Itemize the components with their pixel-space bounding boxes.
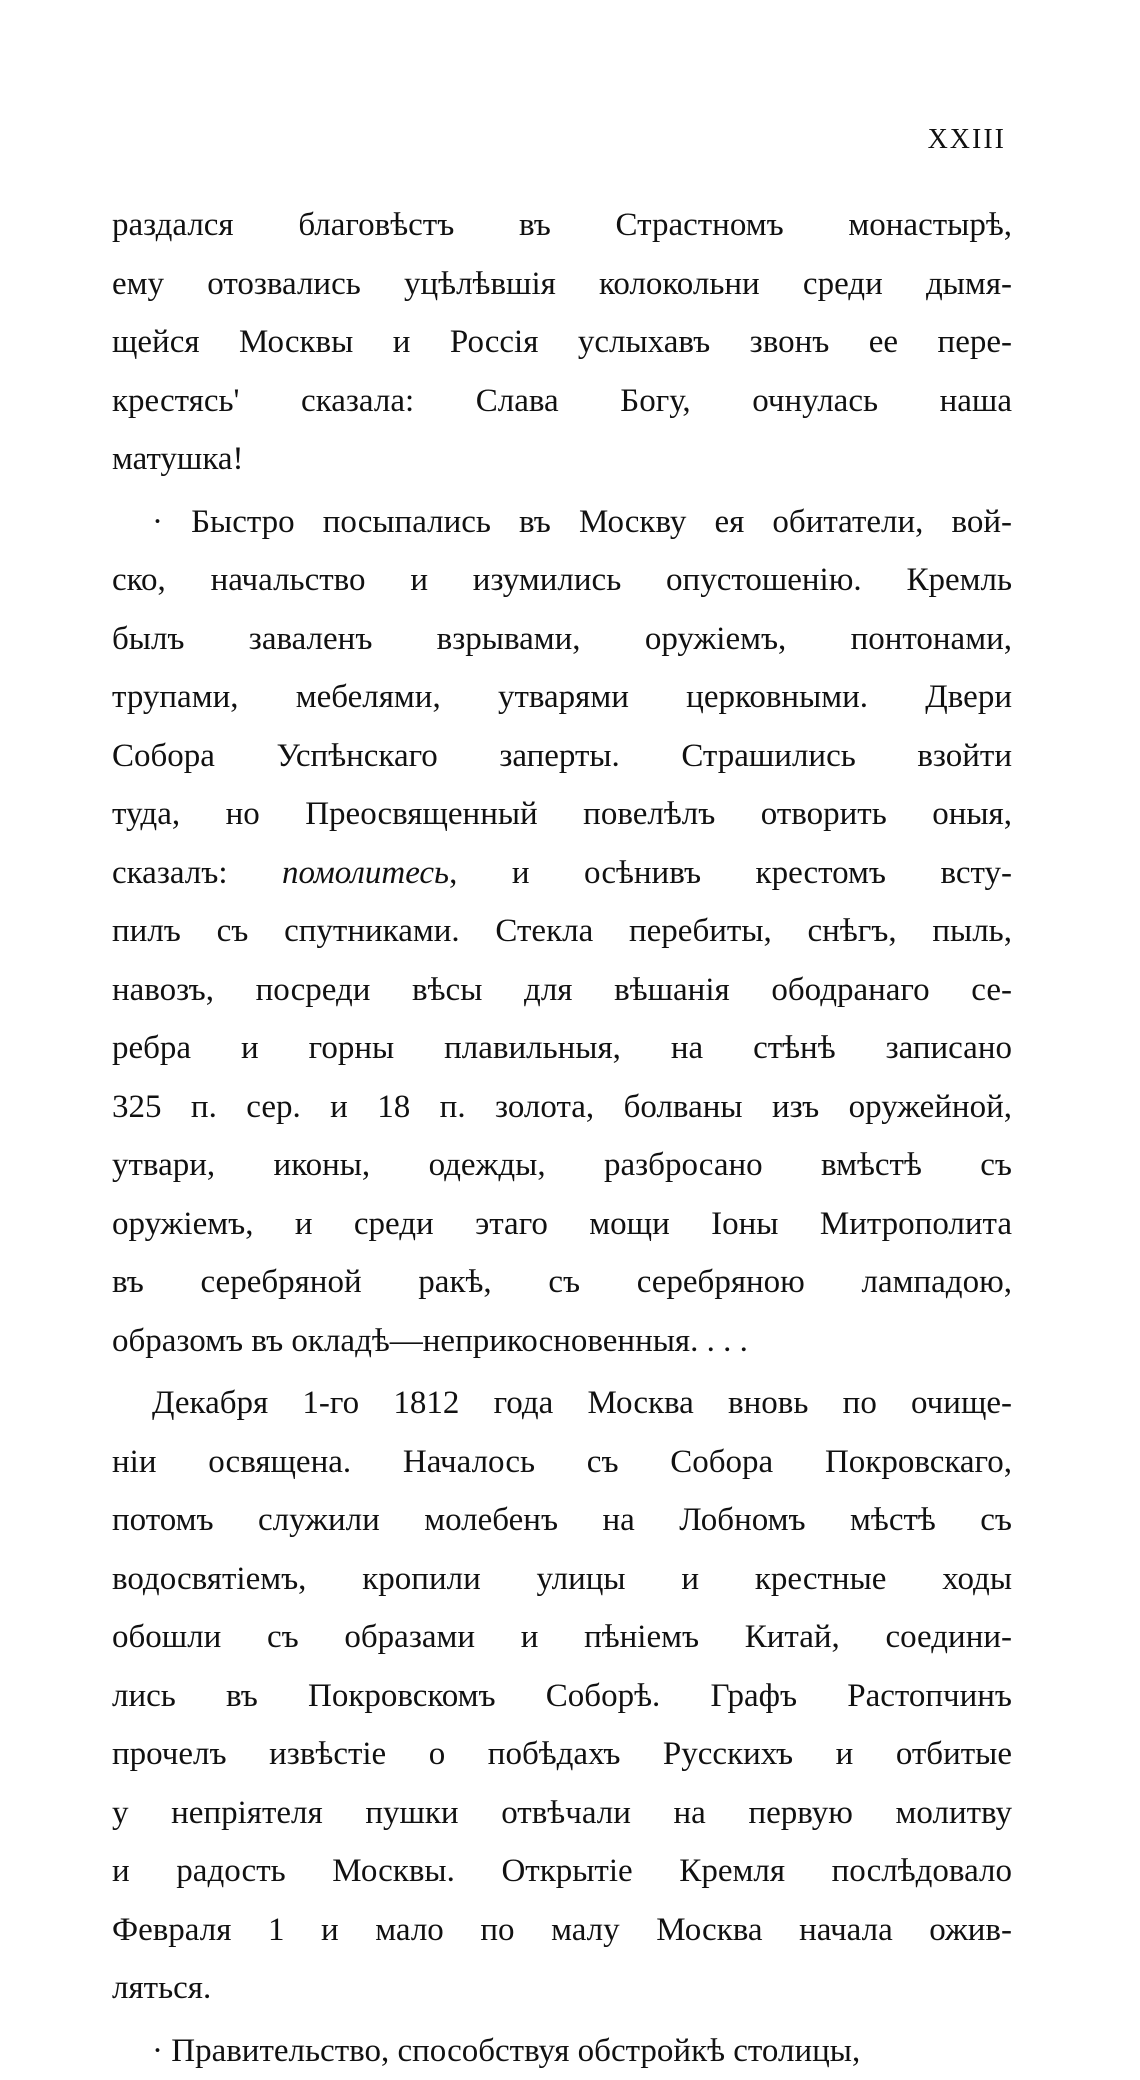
text-line: и радость Москвы. Открытіе Кремля послѣдовало bbox=[112, 1842, 1012, 1901]
text-line: · Правительство, способствуя обстройкѣ столицы, bbox=[112, 2022, 1012, 2080]
text-line: туда, но Преосвященный повелѣлъ отворить оныя, bbox=[112, 785, 1012, 844]
text-line: Декабря 1-го 1812 года Москва вновь по очище- bbox=[112, 1374, 1012, 1433]
paragraph-2 bbox=[112, 493, 1012, 1371]
paragraph-1 bbox=[112, 196, 1012, 489]
text-line: былъ заваленъ взрывами, оружіемъ, понтонами, bbox=[112, 610, 1012, 669]
text-line: образомъ въ окладѣ—неприкосновенныя. . . . bbox=[112, 1312, 1012, 1371]
paragraph-3 bbox=[112, 1374, 1012, 2018]
paragraph-4 bbox=[112, 2022, 1012, 2080]
text-line: матушка! bbox=[112, 430, 1012, 489]
text-line: щейся Москвы и Россія услыхавъ звонъ ее пере- bbox=[112, 313, 1012, 372]
text-line: потомъ служили молебенъ на Лобномъ мѣстѣ съ bbox=[112, 1491, 1012, 1550]
text-line: обошли съ образами и пѣніемъ Китай, соедини- bbox=[112, 1608, 1012, 1667]
text-line: ніи освящена. Началось съ Собора Покровскаго, bbox=[112, 1433, 1012, 1492]
text-line: въ серебряной ракѣ, съ серебряною лампадою, bbox=[112, 1253, 1012, 1312]
text-line: оружіемъ, и среди этаго мощи Іоны Митрополита bbox=[112, 1195, 1012, 1254]
text-line: раздался благовѣстъ въ Страстномъ монастырѣ, bbox=[112, 196, 1012, 255]
text-line: Собора Успѣнскаго заперты. Страшились взойти bbox=[112, 727, 1012, 786]
text-line: трупами, мебелями, утварями церковными. Двери bbox=[112, 668, 1012, 727]
text-line: ему отозвались уцѣлѣвшія колокольни среди дымя- bbox=[112, 255, 1012, 314]
text-line: крестясь' сказала: Слава Богу, очнулась наша bbox=[112, 372, 1012, 431]
text-line: лись въ Покровскомъ Соборѣ. Графъ Растопчинъ bbox=[112, 1667, 1012, 1726]
page-number: XXIII bbox=[928, 124, 1006, 156]
text-line: у непріятеля пушки отвѣчали на первую молитву bbox=[112, 1784, 1012, 1843]
text-line: Февраля 1 и мало по малу Москва начала ожив- bbox=[112, 1901, 1012, 1960]
text-line: ребра и горны плавильныя, на стѣнѣ записано bbox=[112, 1019, 1012, 1078]
text-line: ско, начальство и изумились опустошенію. Кремль bbox=[112, 551, 1012, 610]
text-line: водосвятіемъ, кропили улицы и крестные ходы bbox=[112, 1550, 1012, 1609]
text-line: утвари, иконы, одежды, разбросано вмѣстѣ съ bbox=[112, 1136, 1012, 1195]
text-line: ляться. bbox=[112, 1959, 1012, 2018]
text-line: прочелъ извѣстіе о побѣдахъ Русскихъ и отбитые bbox=[112, 1725, 1012, 1784]
text-line: навозъ, посреди вѣсы для вѣшанія ободранаго се- bbox=[112, 961, 1012, 1020]
text-line: · Быстро посыпались въ Москву ея обитатели, вой- bbox=[112, 493, 1012, 552]
italic-word: помолитесь bbox=[282, 855, 449, 891]
text-line: сказалъ: помолитесь, и осѣнивъ крестомъ всту- bbox=[112, 844, 1012, 903]
body-text bbox=[112, 196, 1012, 2080]
text-line: пилъ съ спутниками. Стекла перебиты, снѣгъ, пыль, bbox=[112, 902, 1012, 961]
text-line: 325 п. сер. и 18 п. золота, болваны изъ оружейной, bbox=[112, 1078, 1012, 1137]
